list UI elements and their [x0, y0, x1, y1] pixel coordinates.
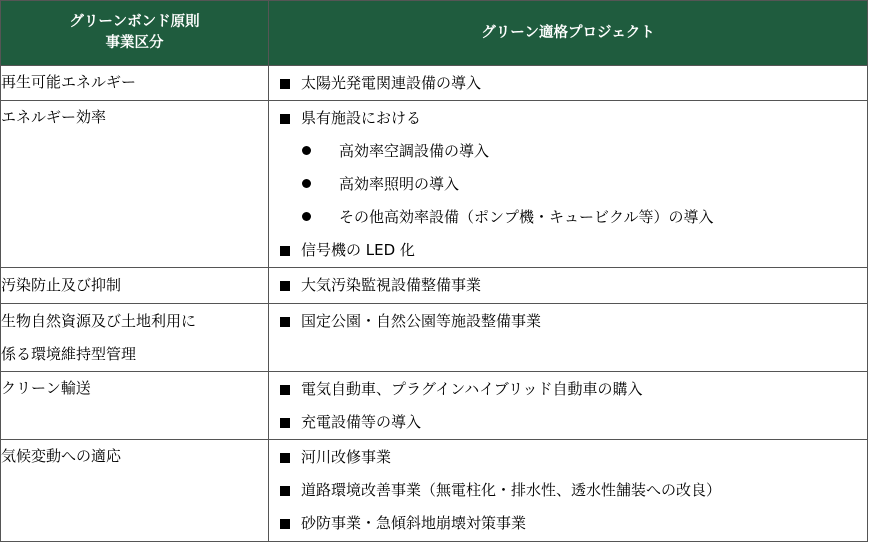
category-cell: [1, 304, 269, 372]
square-bullet-icon: [280, 317, 290, 327]
square-bullet-icon: [280, 246, 290, 256]
table-row: [1, 101, 868, 268]
category-cell: [1, 440, 269, 542]
square-bullet-icon: [280, 519, 290, 529]
square-bullet-icon: [280, 79, 290, 89]
project-subitem: [280, 201, 867, 234]
category-cell: [1, 66, 269, 101]
square-bullet-icon: [280, 418, 290, 428]
project-subitem: [280, 135, 867, 168]
header-category-line1: グリーンボンド原則: [69, 14, 200, 30]
category-label: クリーン輸送: [1, 379, 91, 397]
category-label: 再生可能エネルギー: [1, 73, 137, 91]
project-item: [280, 373, 867, 406]
category-label-line2: 係る環境維持型管理: [1, 345, 137, 363]
project-item: [280, 441, 867, 474]
category-label: エネルギー効率: [1, 108, 107, 126]
circle-bullet-icon: [302, 212, 311, 221]
project-item-label: 砂防事業・急傾斜地崩壊対策事業: [301, 514, 527, 532]
project-item: [280, 474, 867, 507]
projects-cell: [269, 268, 868, 304]
circle-bullet-icon: [302, 179, 311, 188]
square-bullet-icon: [280, 385, 290, 395]
project-subitem: [280, 168, 867, 201]
project-subitem-label: 高効率照明の導入: [339, 175, 460, 193]
table-row: [1, 66, 868, 101]
category-label: 気候変動への適応: [1, 447, 122, 465]
project-item-label: 電気自動車、プラグインハイブリッド自動車の購入: [301, 380, 643, 398]
header-projects: グリーン適格プロジェクト: [269, 1, 868, 66]
square-bullet-icon: [280, 453, 290, 463]
project-item-label: 道路環境改善事業（無電柱化・排水性、透水性舗装への改良）: [301, 481, 722, 499]
project-item: [280, 67, 867, 100]
header-category-line2: 事業区分: [105, 35, 164, 51]
project-item: [280, 102, 867, 135]
project-item: [280, 234, 867, 267]
category-label-line1: 生物自然資源及び土地利用に: [1, 312, 197, 330]
projects-cell: [269, 101, 868, 268]
projects-cell: [269, 66, 868, 101]
project-item: [280, 507, 867, 540]
table-row: [1, 372, 868, 440]
circle-bullet-icon: [302, 146, 311, 155]
square-bullet-icon: [280, 281, 290, 291]
category-label: 汚染防止及び抑制: [1, 276, 122, 294]
category-cell: [1, 372, 269, 440]
project-subitem-label: その他高効率設備（ポンプ機・キュービクル等）の導入: [339, 208, 714, 226]
project-item-label: 河川改修事業: [301, 448, 392, 466]
project-item-label: 県有施設における: [301, 109, 422, 127]
project-item: [280, 305, 867, 338]
project-item-label: 充電設備等の導入: [301, 413, 422, 431]
projects-cell: [269, 304, 868, 372]
table-row: [1, 268, 868, 304]
project-item-label: 大気汚染監視設備整備事業: [301, 276, 482, 294]
project-subitem-label: 高効率空調設備の導入: [339, 142, 490, 160]
header-row: [1, 1, 868, 66]
projects-cell: [269, 372, 868, 440]
square-bullet-icon: [280, 114, 290, 124]
table-row: [1, 304, 868, 372]
project-item-label: 国定公園・自然公園等施設整備事業: [301, 312, 542, 330]
category-cell: [1, 101, 269, 268]
project-item-label: 信号機の LED 化: [301, 241, 415, 259]
projects-cell: [269, 440, 868, 542]
header-category: [1, 1, 269, 66]
category-cell: [1, 268, 269, 304]
table-row: [1, 440, 868, 542]
square-bullet-icon: [280, 486, 290, 496]
project-item-label: 太陽光発電関連設備の導入: [301, 74, 482, 92]
project-item: [280, 269, 867, 302]
project-item: [280, 406, 867, 439]
